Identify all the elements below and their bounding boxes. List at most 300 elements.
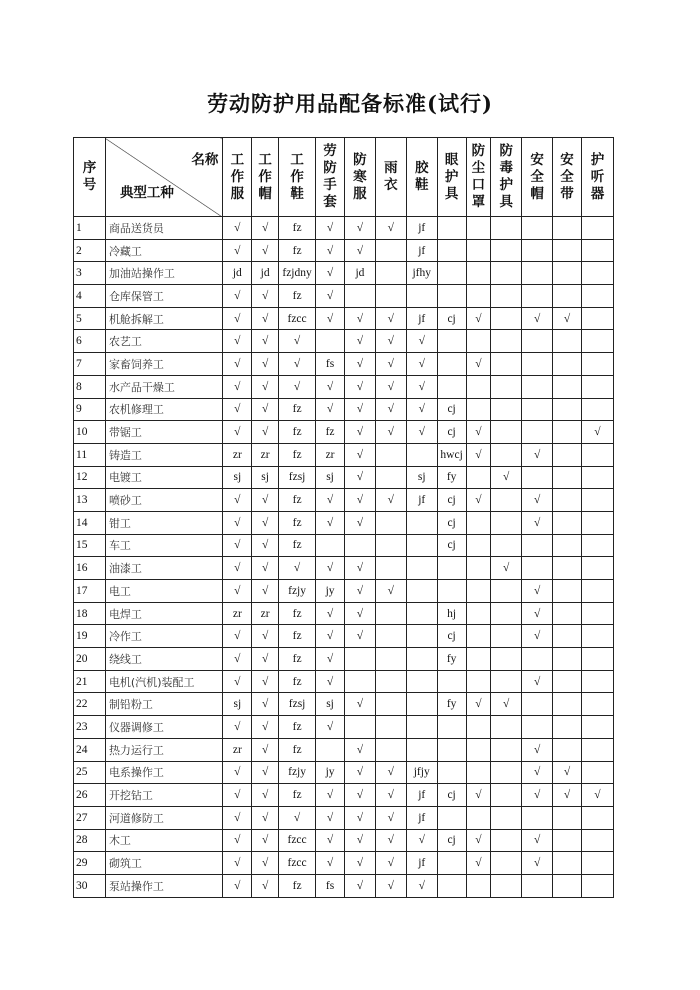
header-column	[581, 138, 613, 217]
header-row	[74, 138, 614, 217]
ppe-cell: jf	[406, 217, 437, 240]
job-type: 电系操作工	[105, 761, 222, 784]
ppe-cell	[522, 534, 553, 557]
ppe-cell: √	[522, 489, 553, 512]
ppe-cell: √	[223, 716, 252, 739]
ppe-cell: √	[375, 421, 406, 444]
ppe-cell	[553, 443, 582, 466]
ppe-cell: cj	[437, 307, 466, 330]
job-type: 木工	[105, 829, 222, 852]
ppe-cell: √	[252, 716, 279, 739]
ppe-cell: zr	[223, 738, 252, 761]
ppe-cell: zr	[252, 443, 279, 466]
ppe-cell: √	[375, 784, 406, 807]
ppe-cell: √	[344, 511, 375, 534]
ppe-cell	[553, 534, 582, 557]
ppe-cell	[581, 829, 613, 852]
ppe-cell: √	[252, 307, 279, 330]
table-row	[74, 625, 614, 648]
table-row	[74, 874, 614, 897]
ppe-cell: √	[375, 330, 406, 353]
ppe-cell: jd	[223, 262, 252, 285]
ppe-cell: √	[223, 761, 252, 784]
ppe-cell: √	[375, 217, 406, 240]
ppe-cell: √	[223, 489, 252, 512]
ppe-cell: jf	[406, 784, 437, 807]
ppe-cell: √	[344, 421, 375, 444]
ppe-cell	[437, 375, 466, 398]
ppe-cell	[375, 693, 406, 716]
job-type: 电焊工	[105, 602, 222, 625]
ppe-cell	[491, 874, 522, 897]
ppe-cell	[466, 625, 491, 648]
ppe-cell: √	[316, 829, 345, 852]
ppe-cell: √	[344, 375, 375, 398]
ppe-cell	[553, 330, 582, 353]
row-number: 29	[74, 852, 106, 875]
ppe-cell: √	[491, 693, 522, 716]
ppe-cell: sj	[406, 466, 437, 489]
ppe-cell: √	[316, 307, 345, 330]
row-number: 18	[74, 602, 106, 625]
ppe-cell	[522, 285, 553, 308]
row-number: 24	[74, 738, 106, 761]
ppe-cell: √	[316, 489, 345, 512]
ppe-cell: fz	[279, 670, 316, 693]
table-row	[74, 738, 614, 761]
ppe-cell: √	[344, 443, 375, 466]
table-row	[74, 398, 614, 421]
ppe-cell	[522, 874, 553, 897]
ppe-cell	[466, 761, 491, 784]
table-row	[74, 330, 614, 353]
ppe-cell: √	[406, 829, 437, 852]
ppe-cell	[406, 648, 437, 671]
header-column	[279, 138, 316, 217]
header-diagonal-cell	[105, 138, 222, 217]
ppe-cell: fz	[279, 874, 316, 897]
ppe-cell: fz	[279, 398, 316, 421]
ppe-cell	[581, 806, 613, 829]
ppe-cell: √	[522, 580, 553, 603]
ppe-cell	[553, 557, 582, 580]
ppe-cell: fs	[316, 353, 345, 376]
ppe-cell	[491, 285, 522, 308]
ppe-cell: fy	[437, 466, 466, 489]
ppe-cell	[316, 534, 345, 557]
ppe-cell: √	[316, 602, 345, 625]
ppe-cell	[466, 716, 491, 739]
ppe-cell: √	[522, 511, 553, 534]
ppe-cell	[466, 557, 491, 580]
ppe-cell	[491, 580, 522, 603]
ppe-cell	[375, 648, 406, 671]
ppe-cell: √	[316, 557, 345, 580]
row-number: 28	[74, 829, 106, 852]
ppe-cell: √	[252, 852, 279, 875]
ppe-cell	[437, 330, 466, 353]
ppe-cell: cj	[437, 511, 466, 534]
ppe-cell	[522, 375, 553, 398]
row-number: 23	[74, 716, 106, 739]
job-type: 制铅粉工	[105, 693, 222, 716]
ppe-cell	[406, 443, 437, 466]
ppe-cell	[406, 625, 437, 648]
ppe-cell: fz	[279, 511, 316, 534]
ppe-cell	[491, 625, 522, 648]
table-row	[74, 466, 614, 489]
job-type: 家畜饲养工	[105, 353, 222, 376]
ppe-cell: fz	[279, 489, 316, 512]
ppe-cell: √	[406, 421, 437, 444]
ppe-cell	[316, 330, 345, 353]
ppe-cell: √	[252, 806, 279, 829]
ppe-cell	[466, 330, 491, 353]
ppe-cell: √	[466, 852, 491, 875]
table-row	[74, 239, 614, 262]
ppe-cell: √	[553, 761, 582, 784]
ppe-cell	[553, 625, 582, 648]
ppe-cell: √	[223, 557, 252, 580]
ppe-cell	[522, 716, 553, 739]
ppe-cell: fz	[279, 217, 316, 240]
ppe-cell	[553, 421, 582, 444]
table-row	[74, 806, 614, 829]
ppe-cell	[466, 466, 491, 489]
document-title: 劳动防护用品配备标准(试行)	[207, 91, 493, 116]
ppe-cell	[491, 716, 522, 739]
ppe-cell	[491, 784, 522, 807]
ppe-cell: √	[466, 307, 491, 330]
ppe-cell	[553, 262, 582, 285]
row-number: 16	[74, 557, 106, 580]
table-row	[74, 262, 614, 285]
ppe-cell: √	[223, 511, 252, 534]
ppe-cell: √	[316, 511, 345, 534]
ppe-cell: √	[316, 716, 345, 739]
ppe-cell	[553, 602, 582, 625]
ppe-cell	[344, 534, 375, 557]
ppe-cell	[406, 534, 437, 557]
ppe-cell	[522, 239, 553, 262]
ppe-cell	[522, 398, 553, 421]
ppe-cell	[406, 511, 437, 534]
header-column-label: 防尘口罩	[471, 143, 486, 210]
ppe-cell: jy	[316, 580, 345, 603]
ppe-cell	[491, 217, 522, 240]
table-row	[74, 217, 614, 240]
ppe-cell: √	[375, 398, 406, 421]
ppe-cell: fzjy	[279, 761, 316, 784]
ppe-cell: √	[316, 375, 345, 398]
row-number: 9	[74, 398, 106, 421]
ppe-cell	[491, 852, 522, 875]
ppe-cell	[553, 693, 582, 716]
ppe-cell	[375, 716, 406, 739]
ppe-cell	[581, 262, 613, 285]
ppe-cell	[437, 806, 466, 829]
ppe-cell: √	[223, 625, 252, 648]
ppe-cell: √	[316, 262, 345, 285]
ppe-cell	[581, 217, 613, 240]
ppe-cell: √	[491, 466, 522, 489]
ppe-cell: √	[522, 738, 553, 761]
ppe-cell: √	[375, 375, 406, 398]
ppe-cell: √	[316, 670, 345, 693]
table-row	[74, 761, 614, 784]
ppe-cell	[375, 285, 406, 308]
ppe-cell: √	[466, 443, 491, 466]
ppe-cell	[553, 353, 582, 376]
ppe-cell: jf	[406, 239, 437, 262]
ppe-cell	[581, 466, 613, 489]
ppe-cell: √	[252, 829, 279, 852]
ppe-cell: √	[223, 307, 252, 330]
job-type: 电工	[105, 580, 222, 603]
header-column	[553, 138, 582, 217]
ppe-cell: √	[223, 534, 252, 557]
job-type: 电镀工	[105, 466, 222, 489]
job-type: 油漆工	[105, 557, 222, 580]
row-number: 17	[74, 580, 106, 603]
ppe-cell: √	[223, 239, 252, 262]
row-number: 30	[74, 874, 106, 897]
ppe-cell	[375, 625, 406, 648]
ppe-cell: √	[252, 239, 279, 262]
job-type: 水产品干燥工	[105, 375, 222, 398]
table-row	[74, 670, 614, 693]
ppe-cell: √	[375, 874, 406, 897]
ppe-cell: √	[252, 693, 279, 716]
ppe-cell	[406, 693, 437, 716]
ppe-cell: √	[406, 874, 437, 897]
ppe-cell	[581, 580, 613, 603]
ppe-cell: √	[223, 806, 252, 829]
ppe-cell: sj	[316, 466, 345, 489]
ppe-cell	[375, 602, 406, 625]
header-num: 序号	[74, 138, 106, 217]
ppe-cell: √	[252, 648, 279, 671]
ppe-cell: fz	[279, 784, 316, 807]
ppe-cell	[553, 852, 582, 875]
ppe-cell: √	[223, 784, 252, 807]
row-number: 7	[74, 353, 106, 376]
ppe-cell: √	[375, 353, 406, 376]
ppe-cell: jf	[406, 806, 437, 829]
ppe-cell	[491, 829, 522, 852]
row-number: 26	[74, 784, 106, 807]
ppe-cell	[375, 557, 406, 580]
job-type: 泵站操作工	[105, 874, 222, 897]
row-number: 12	[74, 466, 106, 489]
ppe-cell	[466, 648, 491, 671]
ppe-cell: zr	[223, 443, 252, 466]
ppe-cell	[344, 670, 375, 693]
ppe-cell: √	[344, 330, 375, 353]
table-row	[74, 580, 614, 603]
ppe-cell: √	[316, 217, 345, 240]
ppe-cell	[553, 398, 582, 421]
ppe-cell	[466, 806, 491, 829]
job-type: 开挖钻工	[105, 784, 222, 807]
ppe-cell	[491, 443, 522, 466]
ppe-cell: √	[316, 806, 345, 829]
ppe-cell: √	[252, 580, 279, 603]
ppe-cell	[581, 443, 613, 466]
ppe-cell: √	[344, 806, 375, 829]
job-type: 机舱拆解工	[105, 307, 222, 330]
ppe-cell: fzcc	[279, 852, 316, 875]
ppe-cell	[406, 557, 437, 580]
ppe-cell	[553, 375, 582, 398]
ppe-cell: √	[406, 330, 437, 353]
job-type: 仪器调修工	[105, 716, 222, 739]
ppe-cell	[375, 534, 406, 557]
table-row	[74, 443, 614, 466]
ppe-cell: √	[406, 398, 437, 421]
job-type: 仓库保管工	[105, 285, 222, 308]
ppe-cell	[316, 738, 345, 761]
header-column-label: 工作帽	[258, 151, 272, 202]
ppe-cell: jfjy	[406, 761, 437, 784]
ppe-cell: √	[344, 466, 375, 489]
ppe-cell: fzcc	[279, 829, 316, 852]
ppe-cell	[437, 716, 466, 739]
ppe-cell	[491, 398, 522, 421]
header-column-label: 工作服	[230, 151, 245, 202]
ppe-cell	[522, 648, 553, 671]
ppe-cell	[553, 716, 582, 739]
ppe-cell: √	[406, 375, 437, 398]
ppe-cell: cj	[437, 784, 466, 807]
ppe-cell: fzsj	[279, 466, 316, 489]
header-column-label: 安全帽	[530, 151, 544, 202]
ppe-cell: √	[252, 534, 279, 557]
ppe-cell	[466, 874, 491, 897]
ppe-cell: fzjy	[279, 580, 316, 603]
ppe-cell	[522, 330, 553, 353]
ppe-cell: cj	[437, 534, 466, 557]
ppe-cell: fy	[437, 693, 466, 716]
table-row	[74, 852, 614, 875]
table-row	[74, 307, 614, 330]
ppe-cell: √	[223, 421, 252, 444]
ppe-cell: √	[344, 239, 375, 262]
ppe-cell	[375, 670, 406, 693]
ppe-cell	[375, 466, 406, 489]
ppe-cell: √	[252, 330, 279, 353]
table-row	[74, 489, 614, 512]
ppe-cell	[522, 421, 553, 444]
row-number: 3	[74, 262, 106, 285]
ppe-cell	[553, 580, 582, 603]
ppe-cell: fzsj	[279, 693, 316, 716]
ppe-cell	[581, 375, 613, 398]
ppe-cell	[581, 353, 613, 376]
row-number: 19	[74, 625, 106, 648]
ppe-cell	[491, 330, 522, 353]
ppe-cell: √	[522, 307, 553, 330]
ppe-cell	[491, 421, 522, 444]
ppe-cell: sj	[223, 693, 252, 716]
ppe-cell: √	[316, 239, 345, 262]
ppe-cell: √	[252, 625, 279, 648]
ppe-cell: fz	[279, 285, 316, 308]
ppe-cell	[466, 738, 491, 761]
ppe-cell: cj	[437, 829, 466, 852]
ppe-cell	[344, 648, 375, 671]
header-column	[466, 138, 491, 217]
ppe-cell	[581, 716, 613, 739]
ppe-cell	[553, 738, 582, 761]
ppe-cell: fz	[279, 602, 316, 625]
ppe-cell: jf	[406, 307, 437, 330]
ppe-cell: √	[252, 375, 279, 398]
ppe-cell: √	[223, 852, 252, 875]
ppe-cell: fz	[279, 625, 316, 648]
ppe-cell: √	[223, 285, 252, 308]
job-type: 电机(汽机)装配工	[105, 670, 222, 693]
ppe-cell	[491, 738, 522, 761]
job-type: 农机修理工	[105, 398, 222, 421]
ppe-cell: √	[375, 761, 406, 784]
ppe-cell: fz	[279, 239, 316, 262]
row-number: 11	[74, 443, 106, 466]
ppe-cell	[553, 466, 582, 489]
ppe-cell: fz	[279, 443, 316, 466]
row-number: 4	[74, 285, 106, 308]
row-number: 21	[74, 670, 106, 693]
ppe-cell: √	[316, 285, 345, 308]
ppe-cell	[522, 466, 553, 489]
ppe-cell	[553, 285, 582, 308]
ppe-cell	[522, 806, 553, 829]
table-row	[74, 375, 614, 398]
ppe-cell	[581, 489, 613, 512]
row-number: 6	[74, 330, 106, 353]
header-column	[375, 138, 406, 217]
ppe-cell: √	[344, 738, 375, 761]
ppe-cell	[553, 670, 582, 693]
ppe-cell: √	[344, 625, 375, 648]
ppe-cell: jf	[406, 489, 437, 512]
ppe-cell: √	[279, 375, 316, 398]
header-column-label: 雨衣	[384, 160, 398, 193]
ppe-cell: √	[522, 852, 553, 875]
table-row	[74, 784, 614, 807]
ppe-cell	[553, 217, 582, 240]
ppe-cell: fz	[279, 534, 316, 557]
row-number: 22	[74, 693, 106, 716]
row-number: 14	[74, 511, 106, 534]
ppe-cell	[553, 806, 582, 829]
ppe-cell	[522, 353, 553, 376]
header-column-label: 安全带	[560, 151, 574, 202]
ppe-cell: fz	[279, 421, 316, 444]
ppe-cell: zr	[223, 602, 252, 625]
ppe-cell	[437, 580, 466, 603]
ppe-cell: √	[252, 557, 279, 580]
ppe-cell: sj	[316, 693, 345, 716]
ppe-cell: √	[344, 852, 375, 875]
ppe-cell	[437, 239, 466, 262]
ppe-cell	[581, 852, 613, 875]
row-number: 15	[74, 534, 106, 557]
ppe-cell	[553, 239, 582, 262]
ppe-cell	[491, 648, 522, 671]
ppe-cell: √	[375, 806, 406, 829]
ppe-cell: √	[522, 602, 553, 625]
